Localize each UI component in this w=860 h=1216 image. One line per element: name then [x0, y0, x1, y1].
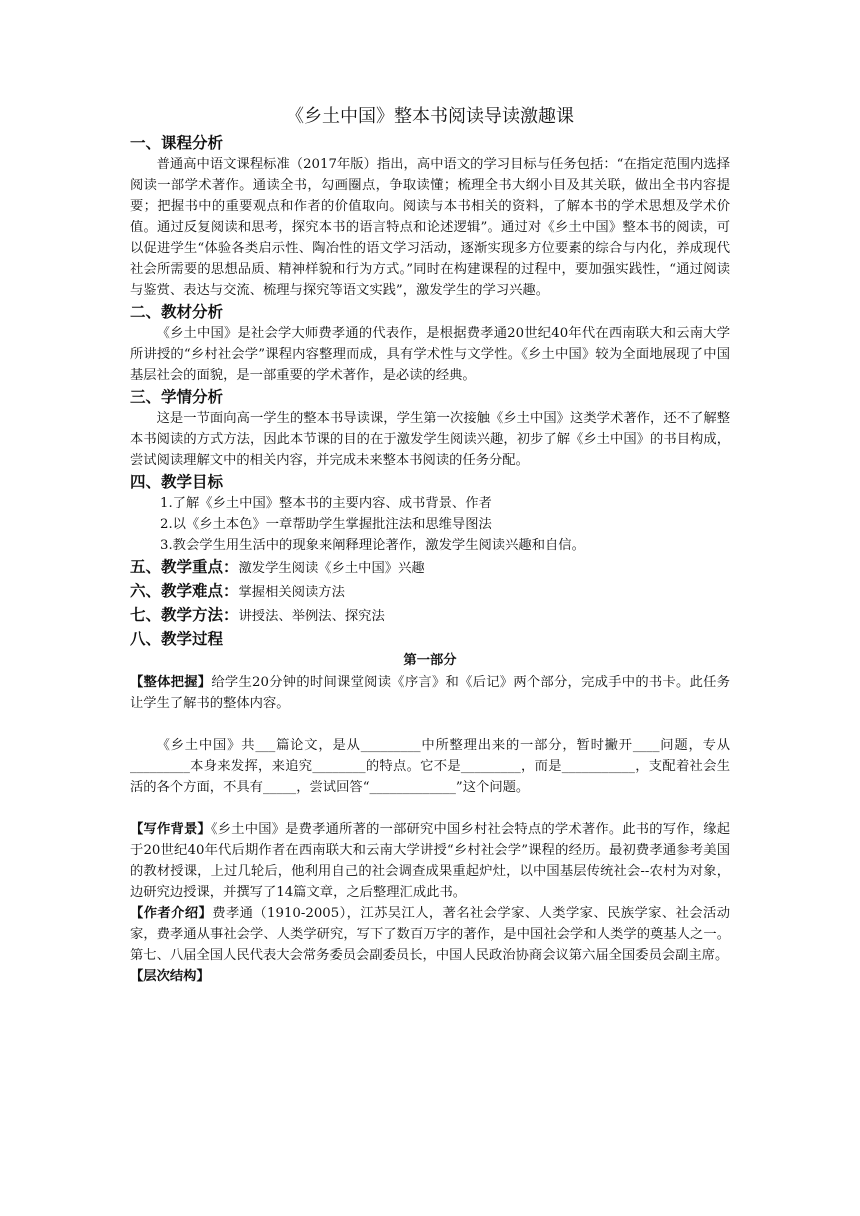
author-intro-text: 费孝通（1910-2005），江苏吴江人，著名社会学家、人类学家、民族学家、社会活动家，费孝通从事社会学、人类学研究，写下了数百万字的著作，是中国社会学和人类学的奠基人之一。第七、八届全国人民代表大会常务委员会副委员长，中国人民政治协商会议第六届全国委员会副主席。: [130, 906, 730, 963]
overall-grasp-text: 给学生20分钟的时间课堂阅读《序言》和《后记》两个部分，完成手中的书卡。此任务让学生了解书的整体内容。: [130, 675, 731, 711]
document-page: [130, 100, 730, 987]
fill-in-blank-paragraph: 《乡土中国》共___篇论文，是从_________中所整理出来的一部分，暂时撇开____问题，专从_________本身来发挥，来追究________的特点。它不是_________，而是___________，支配着社会生活的各个方面，不具有_____，尝试回答“_____________”这个问题。: [130, 738, 730, 795]
overall-grasp-label: 【整体把握】: [130, 675, 212, 690]
student-analysis-paragraph: 这是一节面向高一学生的整本书导读课，学生第一次接触《乡土中国》这类学术著作，还不了解整本书阅读的方式方法，因此本节课的目的在于激发学生阅读兴趣，初步了解《乡土中国》的书目构成，尝试阅读理解文中的相关内容，并完成未来整本书阅读的任务分配。: [130, 411, 730, 468]
writing-background-paragraph: [130, 819, 730, 903]
section-teaching-methods: [130, 604, 730, 628]
section-teaching-focus: [130, 556, 730, 580]
section-teaching-difficulty: [130, 580, 730, 604]
spacer: [130, 798, 730, 819]
section-heading-teaching-goals: 四、教学目标: [130, 473, 224, 491]
teaching-focus-value: 激发学生阅读《乡土中国》兴趣: [238, 561, 425, 576]
teaching-focus-heading: 五、教学重点：: [130, 558, 239, 576]
teaching-goal-item: 2.以《乡土本色》一章帮助学生掌握批注法和思维导图法: [160, 517, 492, 532]
overall-grasp-paragraph: [130, 672, 730, 714]
course-analysis-paragraph: 普通高中语文课程标准（2017年版）指出，高中语文的学习目标与任务包括：“在指定范围内选择阅读一部学术著作。通读全书，勾画圈点，争取读懂；梳理全书大纲小目及其关联，做出全书内容提要；把握书中的重要观点和作者的价值取向。阅读与本书相关的资料，了解本书的学术思想及学术价值。通过反复阅读和思考，探究本书的语言特点和论述逻辑”。通过对《乡土中国》整本书的阅读，可以促进学生“体验各类启示性、陶冶性的语文学习活动，逐渐实现多方位要素的综合与内化，养成现代社会所需要的思想品质、精神样貌和行为方式。”同时在构建课程的过程中，要加强实践性，“通过阅读与鉴赏、表达与交流、梳理与探究等语文实践”，激发学生的学习兴趣。: [130, 157, 730, 298]
writing-background-text: 《乡土中国》是费孝通所著的一部研究中国乡村社会特点的学术著作。此书的写作，缘起于20世纪40年代后期作者在西南联大和云南大学讲授“乡村社会学”课程的经历。最初费孝通参考美国的教材授课，上过几轮后，他利用自己的社会调查成果重起炉灶，以中国基层传统社会--农村为对象，边研究边授课，并撰写了14篇文章，之后整理汇成此书。: [130, 822, 731, 900]
teaching-difficulty-heading: 六、教学难点：: [130, 582, 239, 600]
teaching-goal-item: 1.了解《乡土中国》整本书的主要内容、成书背景、作者: [160, 496, 492, 511]
spacer: [130, 714, 730, 735]
structure-paragraph: [130, 966, 730, 987]
section-heading-student-analysis: 三、学情分析: [130, 388, 224, 406]
teaching-difficulty-value: 掌握相关阅读方法: [238, 585, 345, 600]
teaching-methods-heading: 七、教学方法：: [130, 606, 239, 624]
section-heading-textbook-analysis: 二、教材分析: [130, 303, 224, 321]
structure-label: 【层次结构】: [130, 969, 210, 984]
section-heading-teaching-process: 八、教学过程: [130, 630, 224, 648]
textbook-analysis-paragraph: 《乡土中国》是社会学大师费孝通的代表作，是根据费孝通20世纪40年代在西南联大和云南大学所讲授的“乡村社会学”课程内容整理而成，具有学术性与文学性。《乡土中国》较为全面地展现了中国基层社会的面貌，是一部重要的学术著作，是必读的经典。: [130, 326, 730, 383]
writing-background-label: 【写作背景】: [130, 822, 211, 837]
part-one-heading: 第一部分: [403, 653, 457, 668]
author-intro-label: 【作者介绍】: [130, 906, 213, 921]
document-title: 《乡土中国》整本书阅读导读激趣课: [286, 106, 574, 127]
teaching-methods-value: 讲授法、举例法、探究法: [238, 609, 385, 624]
teaching-goal-item: 3.教会学生用生活中的现象来阐释理论著作，激发学生阅读兴趣和自信。: [160, 538, 585, 553]
section-heading-course-analysis: 一、课程分析: [130, 134, 224, 152]
author-intro-paragraph: [130, 903, 730, 966]
